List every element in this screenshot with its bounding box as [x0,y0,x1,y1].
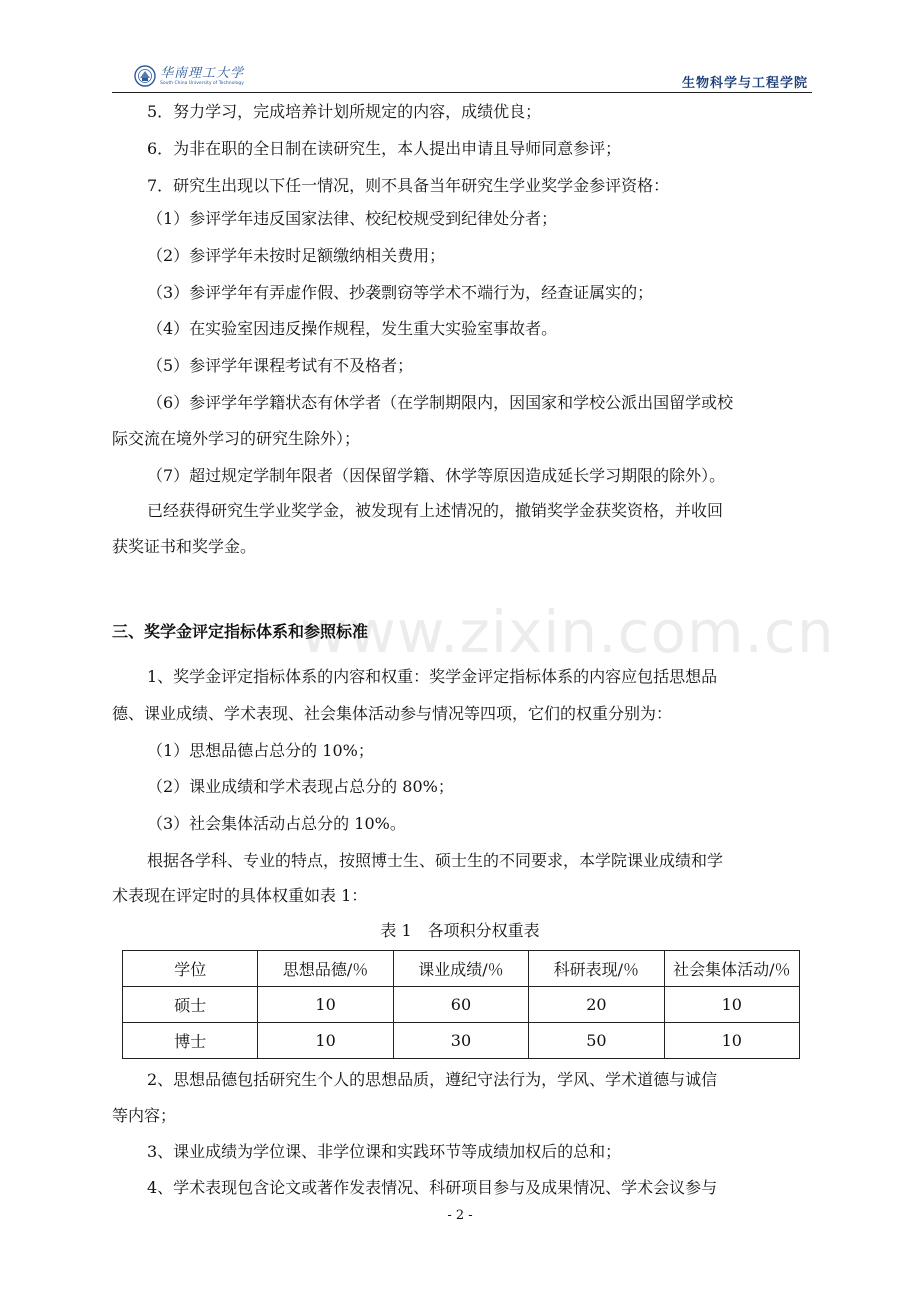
table-cell: 10 [664,1023,799,1059]
paragraph-line: （3）社会集体活动占总分的 10%。 [147,814,406,833]
page-number: - 2 - [447,1208,473,1223]
watermark: www.zixin.com.cn [300,598,835,666]
paragraph-line: （2）参评学年未按时足额缴纳相关费用； [147,246,446,265]
table-row [123,1023,800,1059]
paragraph-line: 根据各学科、专业的特点，按照博士生、硕士生的不同要求，本学院课业成绩和学 [147,851,724,870]
table-cell: 30 [393,1023,528,1059]
paragraph-line: （1）思想品德占总分的 10%； [147,741,374,760]
paragraph-line: 获奖证书和奖学金。 [112,537,257,556]
table-cell: 10 [258,1023,393,1059]
table-header-cell: 思想品德/％ [258,951,393,987]
logo-chinese-name: 华南理工大学 [160,65,245,81]
table-header-cell: 社会集体活动/％ [664,951,799,987]
logo-english-name: South China University of Technology [160,80,244,86]
table-cell: 60 [393,987,528,1023]
table-cell: 硕士 [123,987,258,1023]
paragraph-line: 4、学术表现包含论文或著作发表情况、科研项目参与及成果情况、学术会议参与 [147,1178,718,1197]
weights-table [122,950,800,1059]
table-header-cell: 学位 [123,951,258,987]
paragraph-line: 2、思想品德包括研究生个人的思想品质，遵纪守法行为，学风、学术道德与诚信 [147,1070,718,1089]
paragraph-line: （3）参评学年有弄虚作假、抄袭剽窃等学术不端行为，经查证属实的； [147,283,654,302]
paragraph-line: （2）课业成绩和学术表现占总分的 80%； [147,777,454,796]
college-name: 生物科学与工程学院 [681,76,808,91]
paragraph-line: 等内容； [112,1106,177,1125]
table-header-cell: 课业成绩/％ [393,951,528,987]
table-cell: 博士 [123,1023,258,1059]
paragraph-line: 3、课业成绩为学位课、非学位课和实践环节等成绩加权后的总和； [147,1142,622,1161]
paragraph-line: 已经获得研究生学业奖学金，被发现有上述情况的，撤销奖学金获奖资格，并收回 [147,501,724,520]
table-header-cell: 科研表现/％ [529,951,664,987]
paragraph-line: （1）参评学年违反国家法律、校纪校规受到纪律处分者； [147,209,558,228]
paragraph-line: （4）在实验室因违反操作规程，发生重大实验室事故者。 [147,319,558,338]
paragraph-line: 1、奖学金评定指标体系的内容和权重：奖学金评定指标体系的内容应包括思想品 [147,667,718,686]
paragraph-line: 际交流在境外学习的研究生除外）； [112,429,361,448]
paragraph-line: 6．为非在职的全日制在读研究生，本人提出申请且导师同意参评； [147,139,622,158]
paragraph-line: 德、课业成绩、学术表现、社会集体活动参与情况等四项，它们的权重分别为： [112,704,673,723]
paragraph-line: 7．研究生出现以下任一情况，则不具备当年研究生学业奖学金参评资格： [147,176,670,195]
paragraph-line: （5）参评学年课程考试有不及格者； [147,356,414,375]
table-cell: 10 [664,987,799,1023]
table-cell: 10 [258,987,393,1023]
section-heading: 三、奖学金评定指标体系和参照标准 [112,622,369,641]
paragraph-line: 术表现在评定时的具体权重如表 1： [112,886,368,905]
university-emblem-icon [134,65,156,87]
university-logo [134,62,244,90]
paragraph-line: （6）参评学年学籍状态有休学者（在学制期限内，因国家和学校公派出国留学或校 [147,393,734,412]
table-row [123,987,800,1023]
page-header [112,56,812,93]
paragraph-line: （7）超过规定学制年限者（因保留学籍、休学等原因造成延长学习期限的除外）。 [147,466,726,485]
table-header-row [123,951,800,987]
paragraph-line: 5．努力学习，完成培养计划所规定的内容，成绩优良； [147,102,542,121]
table-cell: 20 [529,987,664,1023]
table-cell: 50 [529,1023,664,1059]
table-caption: 表 1 各项积分权重表 [380,921,540,940]
